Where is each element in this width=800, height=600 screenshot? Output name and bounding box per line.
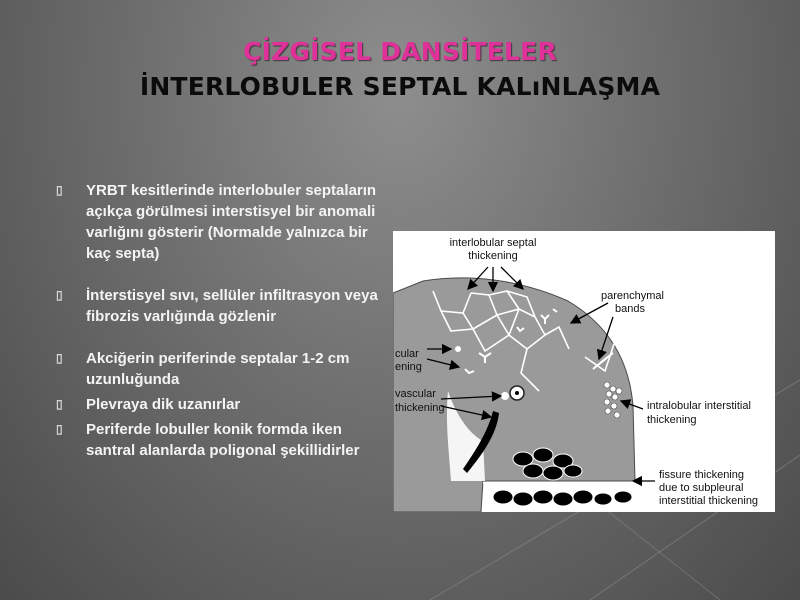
bullet-item (56, 348, 386, 390)
label-parenchymal-line-2: bands (615, 303, 645, 315)
bullet-list (56, 180, 386, 461)
vessel-dot (455, 346, 461, 352)
bronchus-lumen (515, 391, 519, 395)
bullet-text: Akciğerin periferinde septalar 1-2 cm uzunluğunda (86, 350, 350, 388)
bullet-text: YRBT kesitlerinde interlobuler septaların açıkça görülmesi interstisyel bir anomali varlığını gösterir (Normalde yalnızca bir kaç septa) (86, 182, 377, 262)
bullet-icon: ▯ (56, 351, 63, 365)
vessel-cross-section (501, 392, 509, 400)
slide-title (0, 34, 800, 104)
bullet-text: İnterstisyel sıvı, sellüler infiltrasyon veya fibrozis varlığında gözlenir (86, 287, 378, 325)
label-fissure-line-2: due to subpleural (659, 482, 744, 494)
label-fissure-line-3: interstitial thickening (659, 495, 759, 507)
bullet-icon: ▯ (56, 397, 63, 411)
label-septal-line-1: interlobular septal (449, 237, 537, 249)
lung-diagram (393, 231, 775, 512)
bullet-item (56, 180, 386, 264)
label-septal-line-2: thickening (468, 250, 518, 262)
bullet-icon: ▯ (56, 288, 63, 302)
label-vascular-line-1: cular (395, 348, 419, 360)
bullet-item (56, 394, 386, 415)
label-intralobular-line-2: thickening (647, 414, 697, 426)
bullet-item (56, 419, 386, 461)
bullet-item (56, 285, 386, 327)
title-line-2: İNTERLOBULER SEPTAL KALıNLAŞMA (139, 72, 661, 101)
label-fissure-line-1: fissure thickening (659, 469, 744, 481)
bullet-text: Periferde lobuller konik formda iken santral alanlarda poligonal şekillidirler (86, 421, 360, 459)
bullet-text: Plevraya dik uzanırlar (86, 396, 241, 413)
bullet-icon: ▯ (56, 183, 63, 197)
lung-diagram-figure (393, 231, 775, 512)
label-bronchovascular-line-1: vascular (395, 388, 436, 400)
bullet-icon: ▯ (56, 422, 63, 436)
title-line-1: ÇİZGİSEL DANSİTELER (243, 37, 557, 66)
label-parenchymal-line-1: parenchymal (601, 290, 664, 302)
label-vascular-line-2: ening (395, 361, 422, 373)
label-bronchovascular-line-2: thickening (395, 402, 445, 414)
label-intralobular-line-1: intralobular interstitial (647, 400, 751, 412)
